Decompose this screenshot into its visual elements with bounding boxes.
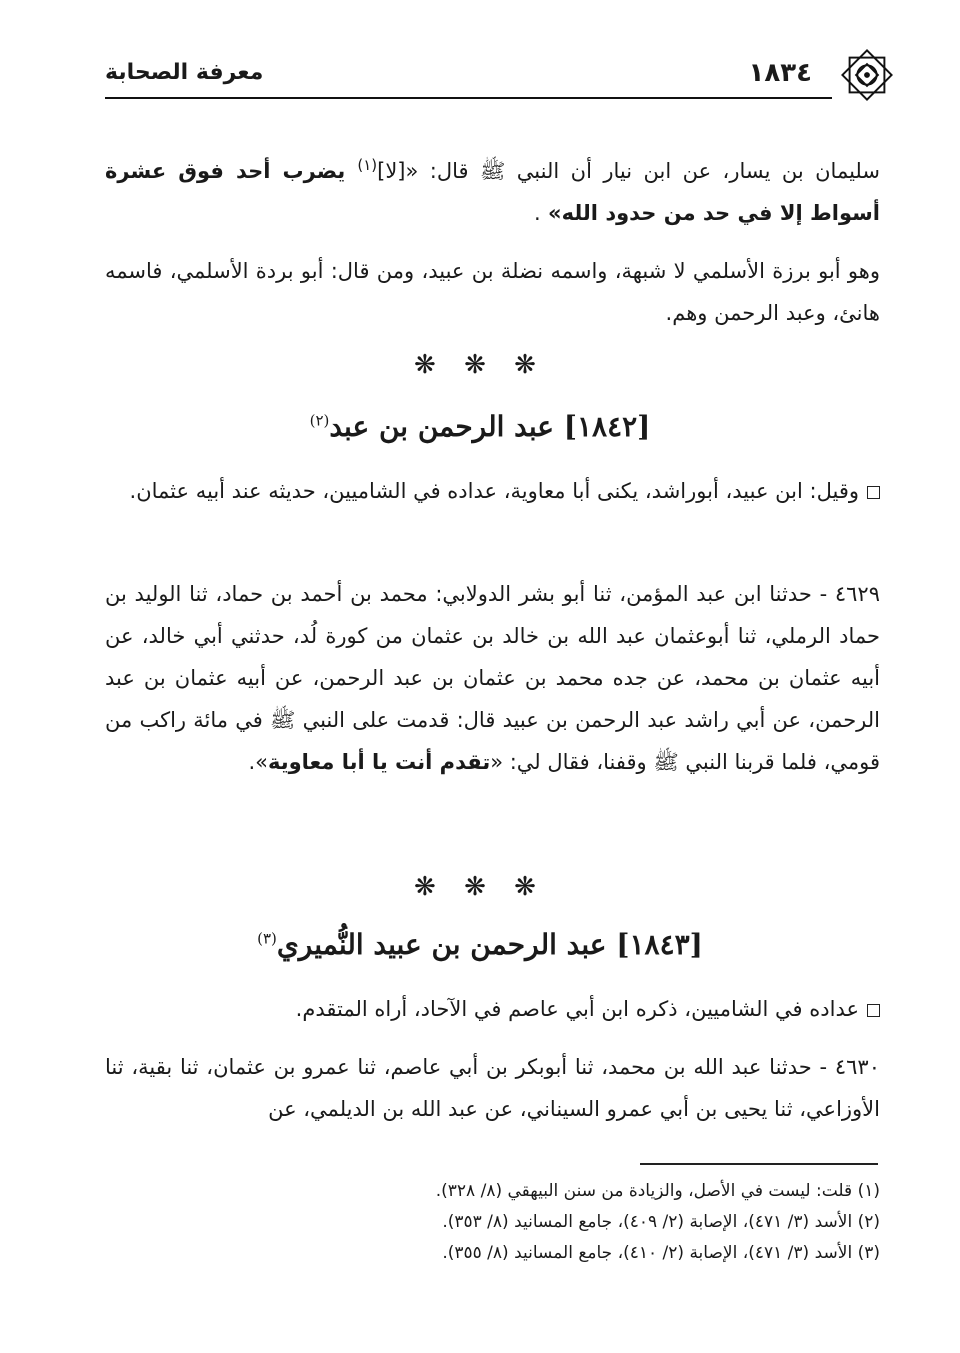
prophetic-saying: يضرب أحد فوق عشرة أسواط إلا في حد من حدود الله» <box>105 159 880 225</box>
footnote-ref-3: (٣) <box>257 929 277 948</box>
header-rule <box>105 97 832 99</box>
footnote-ref-2: (٢) <box>309 411 330 430</box>
p1-text-c: . <box>534 201 541 225</box>
page-number: ١٨٣٤ <box>748 58 812 88</box>
footnote-rule <box>640 1163 878 1165</box>
p4-text-a: ٤٦٢٩ - حدثنا ابن عبد المؤمن، ثنا أبو بشر الدولابي: محمد بن أحمد بن حماد، ثنا الوليد بن حماد الرملي، ثنا أبوعثمان عبد الله بن خالد بن عثمان من كورة لُد، حدثني أبي خالد، عن أبيه عثمان بن محمد، عن جده محمد بن عثمان بن عبد الرحمن، عن أبيه عثمان بن عبد الرحمن، عن أبي راشد عبد الرحمن بن عبيد قال: قدمت على النبي ﷺ في مائة راكب من قومي، فلما قربنا النبي ﷺ وقفنا، فقال لي: « <box>105 582 880 774</box>
paragraph-entry-intro <box>105 470 880 512</box>
prophetic-saying: تقدم أنت يا أبا معاوية <box>267 750 491 774</box>
paragraph-hadith-4630: ٤٦٣٠ - حدثنا عبد الله بن محمد، ثنا أبوبكر بن أبي عاصم، ثنا عمرو بن عثمان، ثنا بقية، ثنا الأوزاعي، ثنا يحيى بن أبي عمرو السيناني، عن عبد الله بن الديلمي، عن <box>105 1055 880 1121</box>
entry-name: عبد الرحمن بن عبيد النُّميري <box>276 928 607 961</box>
p3-text: وقيل: ابن عبيد، أبوراشد، يكنى أبا معاوية، عداده في الشاميين، حديثه عند أبيه عثمان. <box>129 479 859 503</box>
footnote-3: (٣) الأسد (٣/ ٤٧١)، الإصابة (٢/ ٤١٠)، جامع المسانيد (٨/ ٣٥٥). <box>442 1243 880 1263</box>
footnote-1: (١) قلت: ليست في الأصل، والزيادة من سنن البيهقي (٨/ ٣٢٨). <box>435 1181 880 1201</box>
p4-text-c: ». <box>248 750 268 774</box>
section-separator: ❋ ❋ ❋ <box>414 350 546 380</box>
paragraph-remark: وهو أبو برزة الأسلمي لا شبهة، واسمه نضلة بن عبيد، ومن قال: أبو بردة الأسلمي، فاسمه هانئ، وعبد الرحمن وهم. <box>105 259 880 325</box>
paragraph-hadith-continuation <box>105 144 880 234</box>
entry-heading-1843 <box>0 928 960 961</box>
square-bullet-icon <box>867 1004 880 1017</box>
entry-name: عبد الرحمن بن عبد <box>329 410 554 443</box>
square-bullet-icon <box>867 486 880 499</box>
entry-heading-1842 <box>0 410 960 443</box>
footnote-ref-1: (١) <box>357 156 378 174</box>
entry-number: [١٨٤٢] <box>563 410 651 443</box>
paragraph-hadith-4629 <box>105 573 880 783</box>
book-title: معرفة الصحابة <box>105 60 264 85</box>
entry-number: [١٨٤٣] <box>616 928 703 961</box>
footnote-2: (٢) الأسد (٣/ ٤٧١)، الإصابة (٢/ ٤٠٩)، جامع المسانيد (٨/ ٣٥٣). <box>442 1212 880 1232</box>
page-header <box>105 52 880 104</box>
section-separator: ❋ ❋ ❋ <box>414 872 546 902</box>
paragraph-entry-intro <box>105 988 880 1030</box>
eight-point-star-ornament-icon <box>838 46 896 104</box>
p1-text-a: سليمان بن يسار، عن ابن نيار أن النبي ﷺ قال: «[لا] <box>377 159 880 183</box>
p5-text: عداده في الشاميين، ذكره ابن أبي عاصم في الآحاد، أراه المتقدم. <box>295 997 859 1021</box>
footnotes <box>105 1176 880 1269</box>
